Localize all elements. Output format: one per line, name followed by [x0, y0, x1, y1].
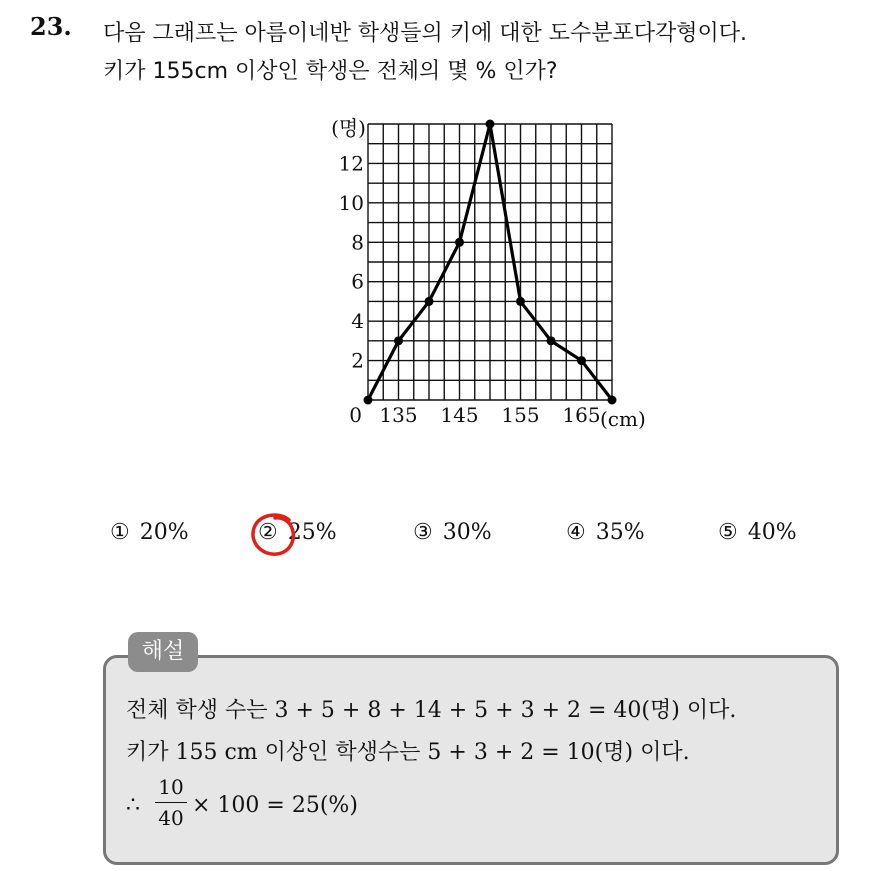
choice-1-number: ① [110, 520, 130, 545]
data-point [425, 297, 434, 306]
choice-5[interactable] [718, 520, 797, 545]
x-tick-label: 0 [349, 403, 362, 427]
y-tick-label: 10 [338, 190, 364, 215]
x-tick-label: 155 [501, 403, 540, 427]
y-tick-label: 2 [351, 348, 364, 373]
y-tick-label: 6 [351, 269, 364, 294]
data-point [455, 238, 464, 247]
question-text-line1: 다음 그래프는 아름이네반 학생들의 키에 대한 도수분포다각형이다. [103, 21, 748, 46]
fraction [155, 774, 187, 831]
y-tick-label: 12 [338, 151, 364, 176]
x-tick-label: 145 [440, 403, 479, 427]
data-point [394, 336, 403, 345]
choice-5-text: 40% [747, 520, 797, 545]
data-point [364, 396, 373, 405]
answer-choices [0, 520, 884, 560]
chart-svg [300, 100, 660, 450]
solution-result: × 100 = 25(%) [192, 793, 358, 818]
question-number: 23. [30, 12, 72, 41]
y-axis-unit: (명) [331, 116, 366, 140]
choice-1[interactable] [110, 520, 189, 545]
x-tick-label: 165 [562, 403, 601, 427]
answer-circle-mark [245, 508, 305, 564]
solution-tab-label: 해설 [128, 632, 198, 672]
choice-1-text: 20% [139, 520, 189, 545]
choice-4[interactable] [566, 520, 645, 545]
question-text-line2: 키가 155cm 이상인 학생은 전체의 몇 % 인가? [103, 59, 558, 84]
x-tick-label: 135 [379, 403, 418, 427]
choice-2-text: 25% [287, 520, 337, 545]
data-point [547, 336, 556, 345]
choice-4-number: ④ [566, 520, 586, 545]
y-tick-label: 8 [351, 230, 364, 255]
solution-line1: 전체 학생 수는 3 + 5 + 8 + 14 + 5 + 3 + 2 = 40(명) 이다. [126, 698, 737, 723]
fraction-denominator: 40 [158, 806, 184, 830]
therefore-symbol: ∴ [126, 793, 140, 818]
fraction-numerator: 10 [158, 775, 184, 799]
choice-4-text: 35% [595, 520, 645, 545]
data-point [516, 297, 525, 306]
solution-line2: 키가 155 cm 이상인 학생수는 5 + 3 + 2 = 10(명) 이다. [126, 740, 690, 765]
choice-3[interactable] [413, 520, 492, 545]
frequency-polygon-chart [300, 100, 660, 450]
data-point [608, 396, 617, 405]
choice-2-number: ② [258, 520, 278, 545]
x-axis-unit: (cm) [600, 407, 646, 431]
fraction-bar [155, 802, 187, 803]
choice-5-number: ⑤ [718, 520, 738, 545]
choice-3-text: 30% [442, 520, 492, 545]
data-point [486, 120, 495, 129]
data-point [577, 356, 586, 365]
y-tick-label: 4 [351, 309, 364, 334]
choice-3-number: ③ [413, 520, 433, 545]
